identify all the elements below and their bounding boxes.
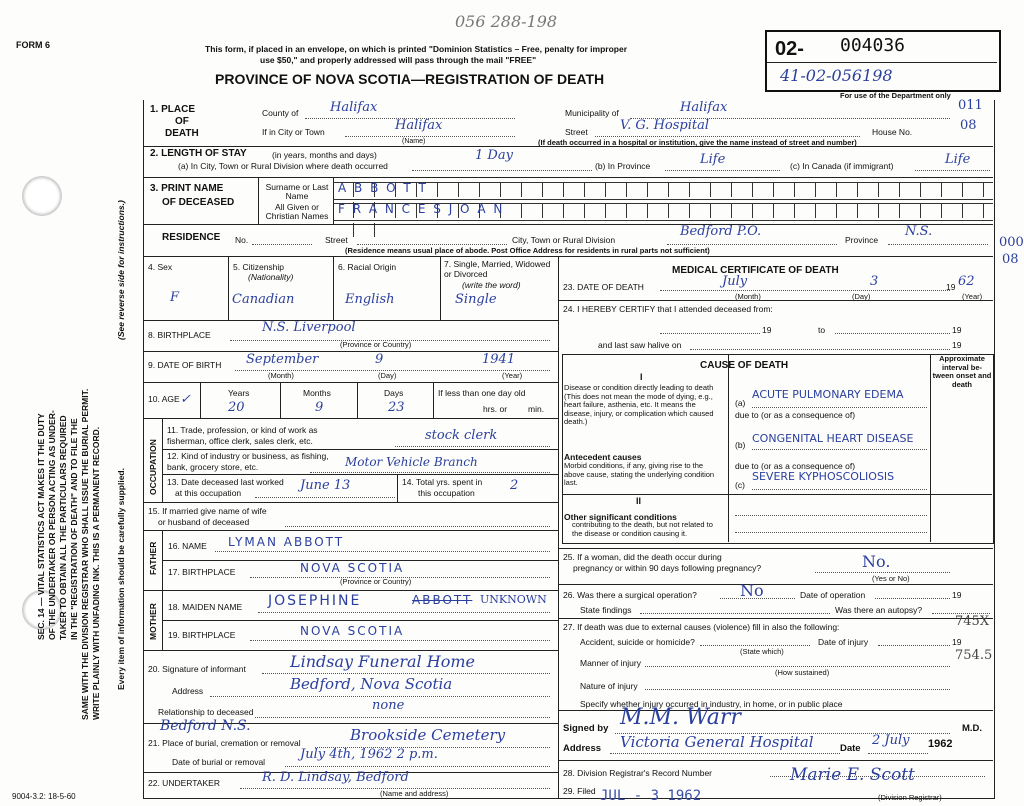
length-of-stay-hint: (in years, months and days) xyxy=(272,150,377,160)
trade-label-2: fisherman, office clerk, sales clerk, etc. xyxy=(167,436,313,446)
registrar-signature: Marie E. Scott xyxy=(790,765,915,785)
dob-year: 1941 xyxy=(482,352,516,367)
city-name-hint: (Name) xyxy=(402,138,426,145)
state-which-hint: (State which) xyxy=(740,647,784,656)
operation-year-prefix: 19 xyxy=(952,590,962,600)
margin-text-8: Every item of information should be carefully supplied. xyxy=(116,468,126,690)
dob-month: September xyxy=(246,352,319,367)
punch-hole-top xyxy=(22,176,62,216)
margin-text-4: IN THE "REGISTRATION OF DEATH" AND TO FILE THE xyxy=(69,418,79,640)
injury-date-label: Date of injury xyxy=(818,637,869,647)
father-name-value: LYMAN ABBOTT xyxy=(228,535,345,549)
citizenship-hint: (Nationality) xyxy=(248,272,294,282)
death-year-prefix: 19 xyxy=(946,282,956,292)
registration-prefix: 02- xyxy=(775,38,804,60)
mother-maiden-value: JOSEPHINE xyxy=(268,593,362,609)
margin-text-1: SEC. 14 — VITAL STATISTICS ACT MAKES IT THE DUTY xyxy=(36,413,46,640)
form-title: PROVINCE OF NOVA SCOTIA—REGISTRATION OF DEATH xyxy=(215,71,605,87)
external-causes-label: 27. If death was due to external causes (violence) fill in also the following: xyxy=(563,622,840,632)
part-2-label: II xyxy=(636,496,642,506)
medical-title: MEDICAL CERTIFICATE OF DEATH xyxy=(672,265,839,276)
years-spent-label-2: this occupation xyxy=(418,488,475,498)
part-1-label: I xyxy=(640,372,643,382)
father-birthplace-hint: (Province or Country) xyxy=(340,577,412,586)
hospital-hint: (If death occurred in a hospital or institution, give the name instead of street and number) xyxy=(538,138,857,147)
death-year: 62 xyxy=(958,274,975,289)
spouse-label-2: or husband of deceased xyxy=(158,517,250,527)
marital-value: Single xyxy=(455,292,497,307)
street-label: Street xyxy=(565,127,588,137)
residence-no-label: No. xyxy=(235,235,249,245)
cause-title: CAUSE OF DEATH xyxy=(700,360,789,371)
given-names-value: F R A N C E S J O A N xyxy=(338,202,505,216)
burial-date-value: July 4th, 1962 2 p.m. xyxy=(300,747,438,762)
stay-province-value: Life xyxy=(700,152,726,167)
cause-a-value: ACUTE PULMONARY EDEMA xyxy=(752,388,904,401)
age-label: 10. AGE xyxy=(148,394,180,404)
form-code: 9004-3.2: 18-5-60 xyxy=(12,792,76,801)
death-month-hint: (Month) xyxy=(735,292,761,301)
certify-to-label: to xyxy=(818,325,826,335)
father-birthplace-label: 17. BIRTHPLACE xyxy=(168,567,236,577)
antecedent-label: Antecedent causes xyxy=(564,452,642,462)
signer-address-value: Victoria General Hospital xyxy=(620,733,814,751)
sex-label: 4. Sex xyxy=(148,262,173,272)
last-saw-label: and last saw h xyxy=(598,340,653,350)
margin-text-7: (See reverse side for instructions.) xyxy=(116,200,126,340)
surgery-label: 26. Was there a surgical operation? xyxy=(563,590,697,600)
father-name-label: 16. NAME xyxy=(168,541,207,551)
place-of-death-label: 1. PLACE xyxy=(150,104,196,115)
filed-stamp: JUL - 3 1962 xyxy=(600,788,702,804)
interval-label: Approximate interval be-tween onset and death xyxy=(932,354,992,389)
certify-year-prefix-1: 19 xyxy=(762,325,772,335)
autopsy-label: Was there an autopsy? xyxy=(835,605,923,615)
trade-value: stock clerk xyxy=(425,428,498,443)
signer-date-value: 2 July xyxy=(872,733,910,748)
age-months-label: Months xyxy=(303,388,331,398)
citizenship-value: Canadian xyxy=(232,292,295,307)
other-conditions-label: Other significant conditions xyxy=(564,512,677,522)
undertaker-hint: (Name and address) xyxy=(380,789,449,798)
spouse-label-1: 15. If married give name of wife xyxy=(148,506,267,516)
mother-maiden-label: 18. MAIDEN NAME xyxy=(168,602,243,612)
city-label: If in City or Town xyxy=(262,127,325,137)
racial-origin-value: English xyxy=(345,292,395,307)
residence-code-2: 08 xyxy=(1002,252,1019,267)
margin-text-5: SAME WITH THE DIVISION REGISTRAR WHO SHALL ISSUE THE BURIAL PERMIT. xyxy=(80,388,90,720)
form-number: FORM 6 xyxy=(16,40,51,50)
last-worked-label-2: at this occupation xyxy=(175,488,242,498)
margin-text-2: OF THE UNDERTAKER OR PERSON ACTING AS UNDER- xyxy=(47,410,57,640)
registrar-record-label: 28. Division Registrar's Record Number xyxy=(563,768,713,778)
accident-label: Accident, suicide or homicide? xyxy=(580,637,695,647)
injury-how-hint: (How sustained) xyxy=(775,668,830,677)
due-to-label-1: due to (or as a consequence of) xyxy=(735,410,856,420)
other-conditions-hint: contributing to the death, but not related to the disease or condition causing it. xyxy=(572,520,713,538)
age-min-label: min. xyxy=(528,404,545,414)
undertaker-value: R. D. Lindsay, Bedford xyxy=(262,770,409,785)
dob-month-hint: (Month) xyxy=(268,371,294,380)
registration-handwritten: 41-02-056198 xyxy=(780,66,893,85)
due-to-label-2: due to (or as a consequence of) xyxy=(735,461,856,471)
operation-date-label: Date of operation xyxy=(800,590,866,600)
manner-label: Manner of injury xyxy=(580,658,641,668)
industry-label-2: bank, grocery store, etc. xyxy=(167,462,259,472)
mother-maiden-struck: ABBOTT xyxy=(412,593,473,607)
relationship-value: none xyxy=(372,698,405,713)
mother-birthplace-label: 19. BIRTHPLACE xyxy=(168,630,236,640)
death-year-hint: (Year) xyxy=(962,292,983,301)
cause-c-marker: (c) xyxy=(735,480,745,490)
stay-city-value: 1 Day xyxy=(475,148,513,163)
relationship-label: Relationship to deceased xyxy=(158,707,254,717)
informant-address-value: Bedford, Nova Scotia xyxy=(290,675,453,693)
print-name-label-2: OF DECEASED xyxy=(162,197,235,208)
findings-label: State findings xyxy=(580,605,632,615)
mother-maiden-extra: UNKNOWN xyxy=(480,593,547,606)
age-checkmark: ✓ xyxy=(180,392,191,407)
top-handwritten-number: 056 288-198 xyxy=(455,12,558,31)
death-month: July xyxy=(722,274,748,289)
undertaker-label: 22. UNDERTAKER xyxy=(148,778,220,788)
pregnancy-label-2: pregnancy or within 90 days following pregnancy? xyxy=(573,563,762,573)
notice-line-1: This form, if placed in an envelope, on which is printed "Dominion Statistics – Free, penalty for improper xyxy=(205,44,628,54)
margin-text-6: WRITE PLAINLY WITH UNFADING INK. THIS IS A PERMANENT RECORD. xyxy=(91,426,101,720)
father-side-label: FATHER xyxy=(148,541,158,575)
registration-number: 004036 xyxy=(840,35,906,56)
cause-b-marker: (b) xyxy=(735,440,746,450)
mother-side-label: MOTHER xyxy=(148,603,158,640)
residence-city-value: Bedford P.O. xyxy=(680,224,762,239)
place-of-death-label-3: DEATH xyxy=(165,128,199,139)
mother-birthplace-value: NOVA SCOTIA xyxy=(300,624,405,638)
house-no-label: House No. xyxy=(872,127,913,137)
birthplace-value: N.S. Liverpool xyxy=(262,320,356,335)
margin-code-1: 745X xyxy=(955,614,990,629)
informant-value: Lindsay Funeral Home xyxy=(290,652,475,671)
death-day-hint: (Day) xyxy=(852,292,871,301)
alive-on-label: alive on xyxy=(652,340,682,350)
filed-label: 29. Filed xyxy=(563,786,596,796)
years-spent-label-1: 14. Total yrs. spent in xyxy=(402,477,483,487)
marital-hint: (write the word) xyxy=(462,280,521,290)
signer-date-label: Date xyxy=(840,743,861,754)
surname-value: A B B O T T xyxy=(338,181,428,195)
death-date-label: 23. DATE OF DEATH xyxy=(563,282,644,292)
yes-no-hint: (Yes or No) xyxy=(872,574,910,583)
father-birthplace-value: NOVA SCOTIA xyxy=(300,561,405,575)
trade-label-1: 11. Trade, profession, or kind of work as xyxy=(167,425,318,435)
surname-grid xyxy=(333,182,993,200)
injury-nature-label: Nature of injury xyxy=(580,681,638,691)
marital-label: 7. Single, Married, Widowed or Divorced xyxy=(444,259,551,279)
pregnancy-label-1: 25. If a woman, did the death occur during xyxy=(563,552,722,562)
county-label: County of xyxy=(262,108,299,118)
years-spent-value: 2 xyxy=(510,478,519,493)
dob-year-hint: (Year) xyxy=(502,371,523,380)
signer-address-label: Address xyxy=(563,743,602,754)
cause-b-value: CONGENITAL HEART DISEASE xyxy=(752,432,914,445)
death-day: 3 xyxy=(870,274,879,289)
injury-year-prefix: 19 xyxy=(952,637,962,647)
burial-place-label: 21. Place of burial, cremation or removal xyxy=(148,738,301,748)
place-of-death-label-2: OF xyxy=(175,116,189,127)
municipality-label: Municipality of xyxy=(565,108,619,118)
industry-label-1: 12. Kind of industry or business, as fishing, xyxy=(167,451,329,461)
burial-date-label: Date of burial or removal xyxy=(172,757,266,767)
stay-canada-label: (c) In Canada (if immigrant) xyxy=(790,161,894,171)
disease-label: Disease or condition directly leading to death (This does not mean the mode of dying, e.g., heart failure, asthenia, etc. It means the disease, injury, or complication which caused death.) xyxy=(564,383,714,426)
age-years-label: Years xyxy=(228,388,250,398)
margin-text-3: TAKER TO OBTAIN ALL THE PARTICULARS REQUIRED xyxy=(58,415,68,640)
surname-label: Surname or Last Name xyxy=(265,182,329,201)
house-code: 08 xyxy=(960,118,977,133)
given-names-label: All Given or Christian Names xyxy=(265,202,329,221)
notice-line-2: use $50," and properly addressed will pass through the mail "FREE" xyxy=(260,55,537,65)
alive-year-prefix: 19 xyxy=(952,340,962,350)
pregnancy-value: No. xyxy=(862,552,891,571)
municipality-code: 011 xyxy=(958,98,983,113)
occupation-side-label: OCCUPATION xyxy=(148,439,158,495)
industry-value: Motor Vehicle Branch xyxy=(345,455,478,469)
citizenship-label: 5. Citizenship xyxy=(233,262,285,272)
burial-place-prefix: Bedford N.S. xyxy=(160,718,251,734)
county-value: Halifax xyxy=(330,100,378,115)
age-days-label: Days xyxy=(384,388,404,398)
age-months-value: 9 xyxy=(315,400,324,415)
signer-date-year: 1962 xyxy=(928,738,953,750)
birthplace-label: 8. BIRTHPLACE xyxy=(148,330,211,340)
cause-c-value: SEVERE KYPHOSCOLIOSIS xyxy=(752,470,895,483)
informant-label: 20. Signature of informant xyxy=(148,664,246,674)
residence-province-value: N.S. xyxy=(905,224,933,239)
dob-day-hint: (Day) xyxy=(378,371,397,380)
age-less-label: If less than one day old xyxy=(438,388,526,398)
antecedent-hint: Morbid conditions, if any, giving rise to the above cause, stating the underlying condition last. xyxy=(564,461,715,487)
city-value: Halifax xyxy=(395,118,443,133)
sex-value: F xyxy=(170,290,180,305)
length-of-stay-label: 2. LENGTH OF STAY xyxy=(150,148,247,159)
birthplace-hint: (Province or Country) xyxy=(340,340,412,349)
age-years-value: 20 xyxy=(228,400,245,415)
department-use-note: For use of the Department only xyxy=(840,91,951,100)
certify-year-prefix-2: 19 xyxy=(952,325,962,335)
stay-city-label: (a) In City, Town or Rural Division where death occurred xyxy=(178,161,388,171)
last-worked-value: June 13 xyxy=(300,478,351,493)
last-worked-label-1: 13. Date deceased last worked xyxy=(167,477,284,487)
age-days-value: 23 xyxy=(388,400,405,415)
informant-address-label: Address xyxy=(172,686,204,696)
stay-province-label: (b) In Province xyxy=(595,161,651,171)
residence-city-label: City, Town or Rural Division xyxy=(512,235,616,245)
certify-label: 24. I HEREBY CERTIFY that I attended deceased from: xyxy=(563,304,773,314)
injury-place-label: Specify whether injury occurred in industry, in home, or in public place xyxy=(580,699,843,709)
signed-by-value: M.M. Warr xyxy=(620,705,741,730)
surgery-value: No xyxy=(740,581,764,600)
residence-province-label: Province xyxy=(845,235,879,245)
municipality-value: Halifax xyxy=(680,100,728,115)
cause-a-marker: (a) xyxy=(735,398,746,408)
stay-canada-value: Life xyxy=(945,152,971,167)
dob-day: 9 xyxy=(375,352,384,367)
residence-hint: (Residence means usual place of abode. Post Office Address for residents in rural parts not sufficient) xyxy=(345,246,710,255)
age-hrs-label: hrs. or xyxy=(483,404,508,414)
signed-by-label: Signed by xyxy=(563,723,609,734)
residence-label: RESIDENCE xyxy=(162,232,221,243)
residence-code-1: 000 xyxy=(999,235,1024,250)
racial-origin-label: 6. Racial Origin xyxy=(338,262,397,272)
burial-place-value: Brookside Cemetery xyxy=(350,726,506,744)
dob-label: 9. DATE OF BIRTH xyxy=(148,360,222,370)
print-name-label: 3. PRINT NAME xyxy=(150,183,224,194)
margin-code-2: 754.5 xyxy=(955,648,993,663)
street-value: V. G. Hospital xyxy=(620,118,710,133)
residence-street-label: Street xyxy=(325,235,348,245)
registrar-hint: (Division Registrar) xyxy=(878,793,942,802)
md-label: M.D. xyxy=(962,723,983,734)
